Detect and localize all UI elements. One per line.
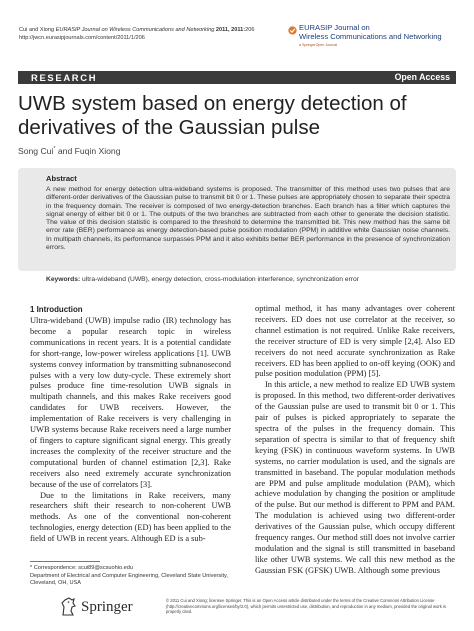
author-list: [18, 146, 120, 156]
citation-header: [19, 26, 254, 42]
body-paragraph: Due to the limitations in Rake receivers, many researchers shift their research to non-coherent UWB methods. As one of the conventional non-coherent technologies, energy detection (ED) has been applied to the field of UWB in recent years. Although ED is a sub-: [30, 490, 231, 544]
footnote-divider: [30, 561, 100, 562]
article-type-banner: [18, 71, 456, 84]
section-heading: 1 Introduction: [30, 305, 83, 314]
keywords-label: Keywords:: [46, 276, 81, 283]
body-paragraph: optimal method, it has many advantages over coherent receivers. ED does not use correlator at the receiver, so channel estimation is not required. Unlike Rake receivers, the receiver structure of ED is very simple [2,4]. Also ED receivers do not need accurate synchronization as Rake receivers. ED has been applied to on-off keying (OOK) and pulse position modulation (PPM) [5].: [255, 304, 455, 379]
springer-logo[interactable]: [60, 597, 160, 617]
author-name[interactable]: and Fuqin Xiong: [55, 146, 121, 156]
journal-logo-subtitle: a SpringerOpen Journal: [299, 43, 338, 47]
corresponding-author-mark: *: [53, 146, 56, 153]
publisher-name: Springer: [81, 599, 133, 615]
keywords: [46, 276, 450, 283]
citation-line: [19, 26, 254, 34]
citation-journal: EURASIP Journal on Wireless Communications and Networking: [55, 27, 215, 33]
author-name[interactable]: Song Cui: [18, 146, 54, 156]
abstract-text: A new method for energy detection ultra-wideband systems is proposed. The transmitter of this method uses two pulses that are different-order derivatives of the Gaussian pulse to transmit bit 0 or 1. These pulses are appropriately chosen to separate their spectra in the frequency domain. The receiver is composed of two energy-detection branches. Each branch has a filter which captures the signal energy of either bit 0 or 1. The outputs of the two branches are subtracted from each other to generate the decision statistic. The value of this decision statistic is compared to the threshold to determine the transmitted bit. This new method has the same bit error rate (BER) performance as energy detection-based pulse position modulation (PPM) in additive white Gaussian noise channels. In multipath channels, its performance surpasses PPM and it also exhibits better BER performance in the presence of synchronization errors.: [46, 186, 450, 252]
eurasip-logo-icon: [288, 26, 297, 35]
journal-logo-title: [299, 24, 442, 41]
springer-horse-icon: [60, 597, 78, 617]
keywords-list: ultra-wideband (UWB), energy detection, cross-modulation interference, synchronization error: [80, 276, 359, 283]
open-access-label: Open Access: [394, 72, 450, 82]
journal-logo-line2: Wireless Communications and Networking: [299, 31, 442, 41]
license-text: © 2011 Cui and Xiong; licensee Springer. This is an Open Access article distributed under the terms of the Creative Commons Attribution License (http://creativecommons.org/licenses/by/2.0), which permits unrestricted use, distribution, and reproduction in any medium, provided the original work is properly cited.: [166, 598, 446, 615]
article-url[interactable]: http://jwcn.eurasipjournals.com/content/2011/1/206: [19, 35, 145, 41]
journal-logo[interactable]: [288, 24, 448, 50]
footnote: [30, 565, 230, 588]
affiliation-line: Department of Electrical and Computer Engineering, Cleveland State University, Cleveland, OH, USA: [30, 572, 228, 587]
body-paragraph: Ultra-wideband (UWB) impulse radio (IR) technology has become a popular research topic in wireless communications in recent years. It is a potential candidate for short-range, low-power wireless applications [1]. UWB systems convey information by transmitting subnanosecond pulses with a very low duty-cycle. These extremely short pulses produce fine time-resolution UWB signals in multipath channels, and this makes Rake receivers good candidates for UWB receivers. However, the implementation of Rake receivers is very challenging in UWB systems because Rake receivers need a large number of fingers to capture significant signal energy. This greatly increases the complexity of the receiver structure and the computational burden of channel estimation [2,3]. Rake receivers also need extremely accurate synchronization because of the use of correlators [3].: [30, 316, 231, 489]
body-paragraph: In this article, a new method to realize ED UWB system is proposed. In this method, two different-order derivatives of the Gaussian pulse are used to transmit bit 0 or 1. This pair of pulses is picked appropriately to separate the spectra of the pulses in the frequency domain. This separation of spectra is similar to that of frequency shift keying (FSK) in continuous waveform systems. In UWB systems, no carrier modulation is used, and the signals are transmitted in baseband. The popular modulation methods are PPM and pulse amplitude modulation (PAM), which achieve modulation by changing the position or amplitude of the pulse. But our method is different to PPM and PAM. The modulation is achieved using two different-order derivatives of the Gaussian pulse, which occupy different frequency ranges. Our method still does not involve carrier modulation and the signal is still transmitted in baseband like other UWB systems. We call this new method as the Gaussian FSK (GFSK) UWB. Although some previous: [255, 380, 455, 575]
abstract-heading: Abstract: [46, 174, 77, 183]
citation-article-number: 206: [245, 27, 255, 33]
body-left-column: [30, 305, 231, 545]
article-title: UWB system based on energy detection of derivatives of the Gaussian pulse: [18, 92, 407, 139]
citation-authors: Cui and Xiong: [19, 27, 56, 33]
citation-year: 2011, 2011:: [214, 27, 246, 33]
correspondence-line[interactable]: * Correspondence: scui89@scsuohio.edu: [30, 565, 134, 571]
body-right-column: [255, 304, 455, 577]
journal-logo-line1: EURASIP Journal on: [299, 23, 370, 32]
article-type-label: RESEARCH: [31, 72, 98, 83]
